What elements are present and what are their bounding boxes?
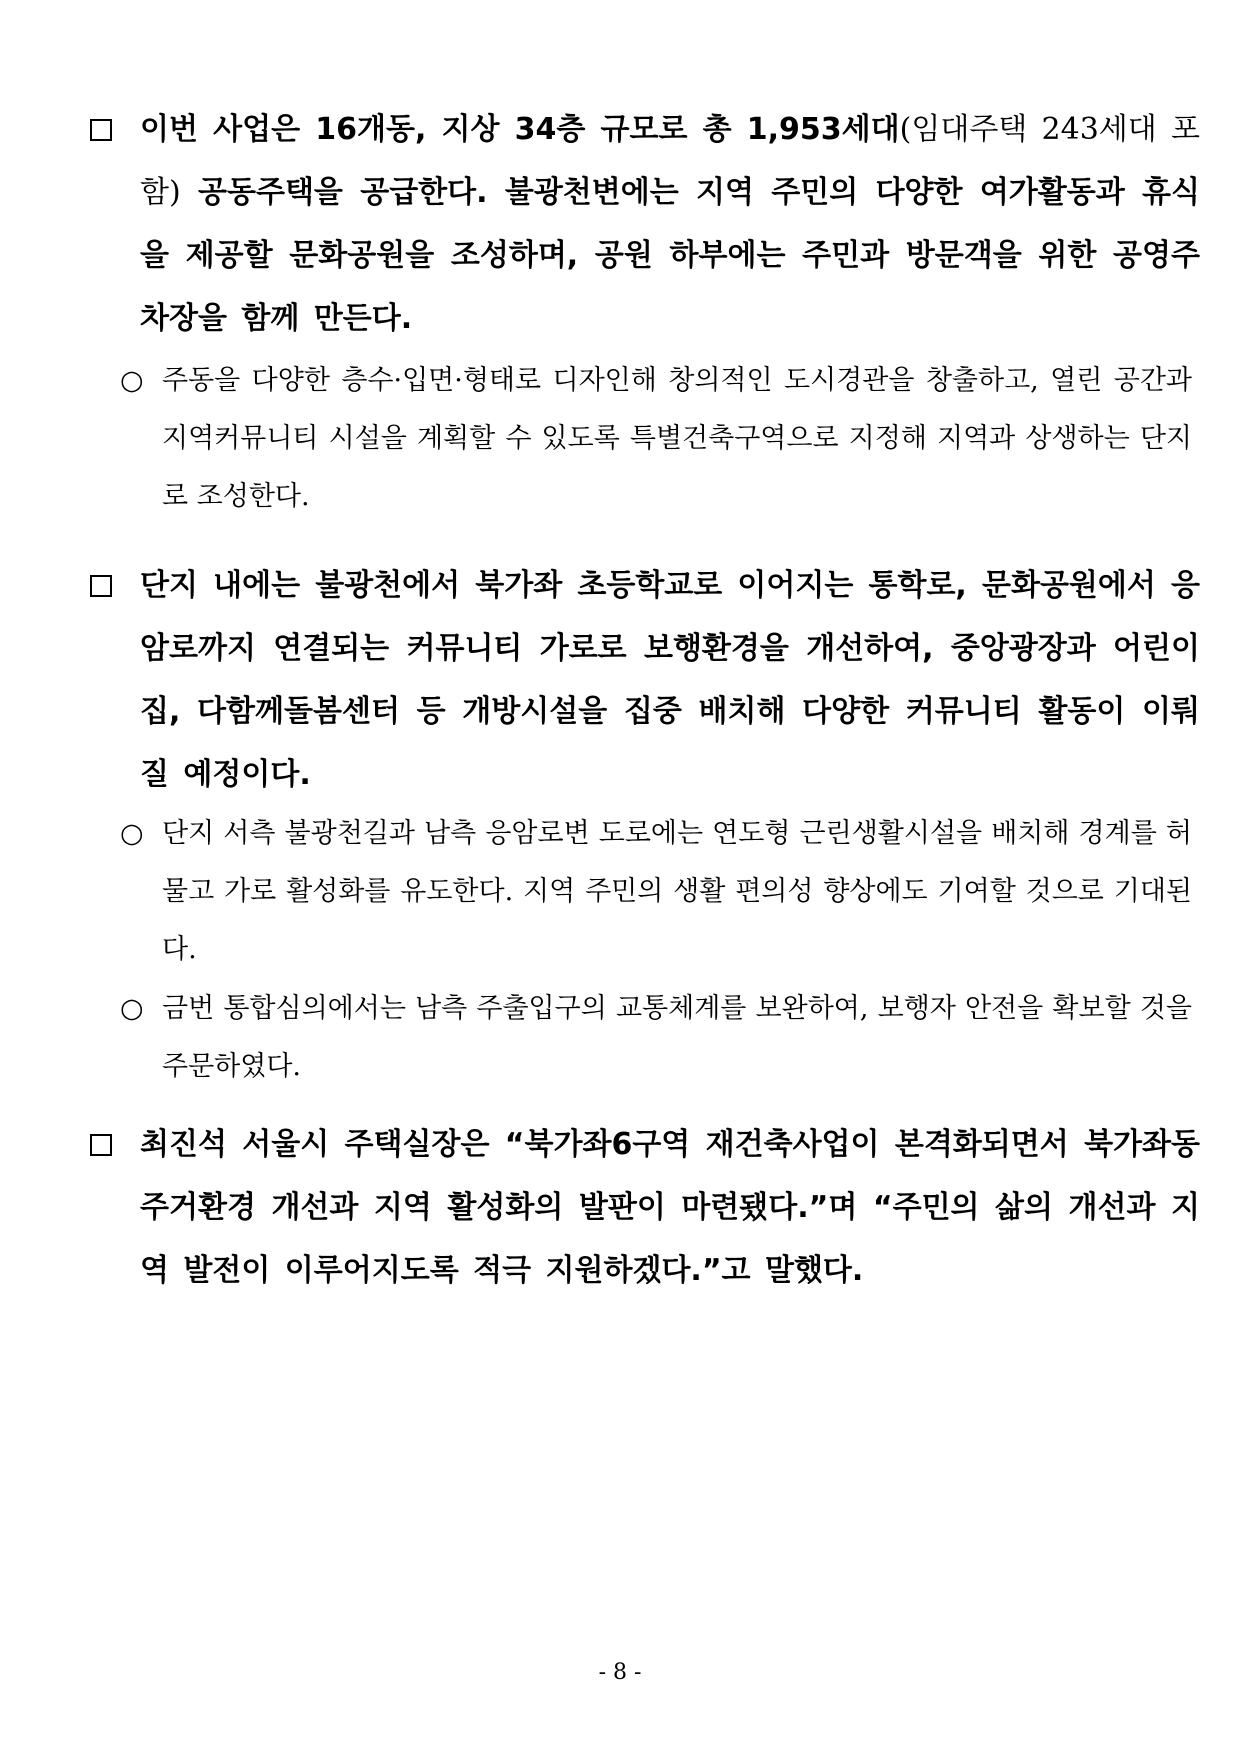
circle-bullet-icon: ○ [120, 365, 144, 396]
circle-bullet-icon: ○ [120, 993, 144, 1024]
square-bullet-icon [90, 1134, 112, 1156]
paragraph-2-text: 단지 내에는 불광천에서 북가좌 초등학교로 이어지는 통학로, 문화공원에서 응암로까지 연결되는 커뮤니티 가로로 보행환경을 개선하여, 중앙광장과 어린이집, 다함께돌봄센터 등 개방시설을 집중 배치해 다양한 커뮤니티 활동이 이뤄질 예정이다. [140, 568, 1200, 792]
paragraph-1-sub-1 [120, 352, 1192, 526]
paragraph-2 [90, 554, 1200, 806]
paragraph-1 [90, 98, 1200, 350]
page-number: - 8 - [598, 1660, 642, 1685]
paragraph-1-text-b: (임대주택 243세대 포함) [140, 112, 1201, 210]
paragraph-3 [90, 1113, 1200, 1302]
paragraph-2-sub-2 [120, 980, 1192, 1096]
square-bullet-icon [90, 575, 112, 597]
paragraph-1-text-a: 이번 사업은 16개동, 지상 34층 규모로 총 1,953세대 [140, 112, 900, 147]
paragraph-1-marker [90, 98, 140, 161]
square-bullet-icon [90, 119, 112, 141]
paragraph-1-sub-1-text: 주동을 다양한 층수·입면·형태로 디자인해 창의적인 도시경관을 창출하고, 열린 공간과 지역커뮤니티 시설을 계획할 수 있도록 특별건축구역으로 지정해 지역과 상생하는 단지로 조성한다. [162, 365, 1192, 512]
paragraph-3-marker [90, 1113, 140, 1176]
paragraph-3-text: 최진석 서울시 주택실장은 “북가좌6구역 재건축사업이 본격화되면서 북가좌동 주거환경 개선과 지역 활성화의 발판이 마련됐다.”며 “주민의 삶의 개선과 지역 발전이 이루어지도록 적극 지원하겠다.”고 말했다. [140, 1127, 1200, 1288]
paragraph-2-sub-1 [120, 805, 1192, 979]
paragraph-2-sub-2-text: 금번 통합심의에서는 남측 주출입구의 교통체계를 보완하여, 보행자 안전을 확보할 것을 주문하였다. [162, 993, 1192, 1082]
circle-bullet-icon: ○ [120, 818, 144, 849]
paragraph-2-marker [90, 554, 140, 617]
paragraph-1-text-c: 공동주택을 공급한다. 불광천변에는 지역 주민의 다양한 여가활동과 휴식을 제공할 문화공원을 조성하며, 공원 하부에는 주민과 방문객을 위한 공영주차장을 함께 만든다. [140, 175, 1200, 336]
paragraph-2-sub-1-text: 단지 서측 불광천길과 남측 응암로변 도로에는 연도형 근린생활시설을 배치해 경계를 허물고 가로 활성화를 유도한다. 지역 주민의 생활 편의성 향상에도 기여할 것으로 기대된다. [162, 818, 1192, 965]
